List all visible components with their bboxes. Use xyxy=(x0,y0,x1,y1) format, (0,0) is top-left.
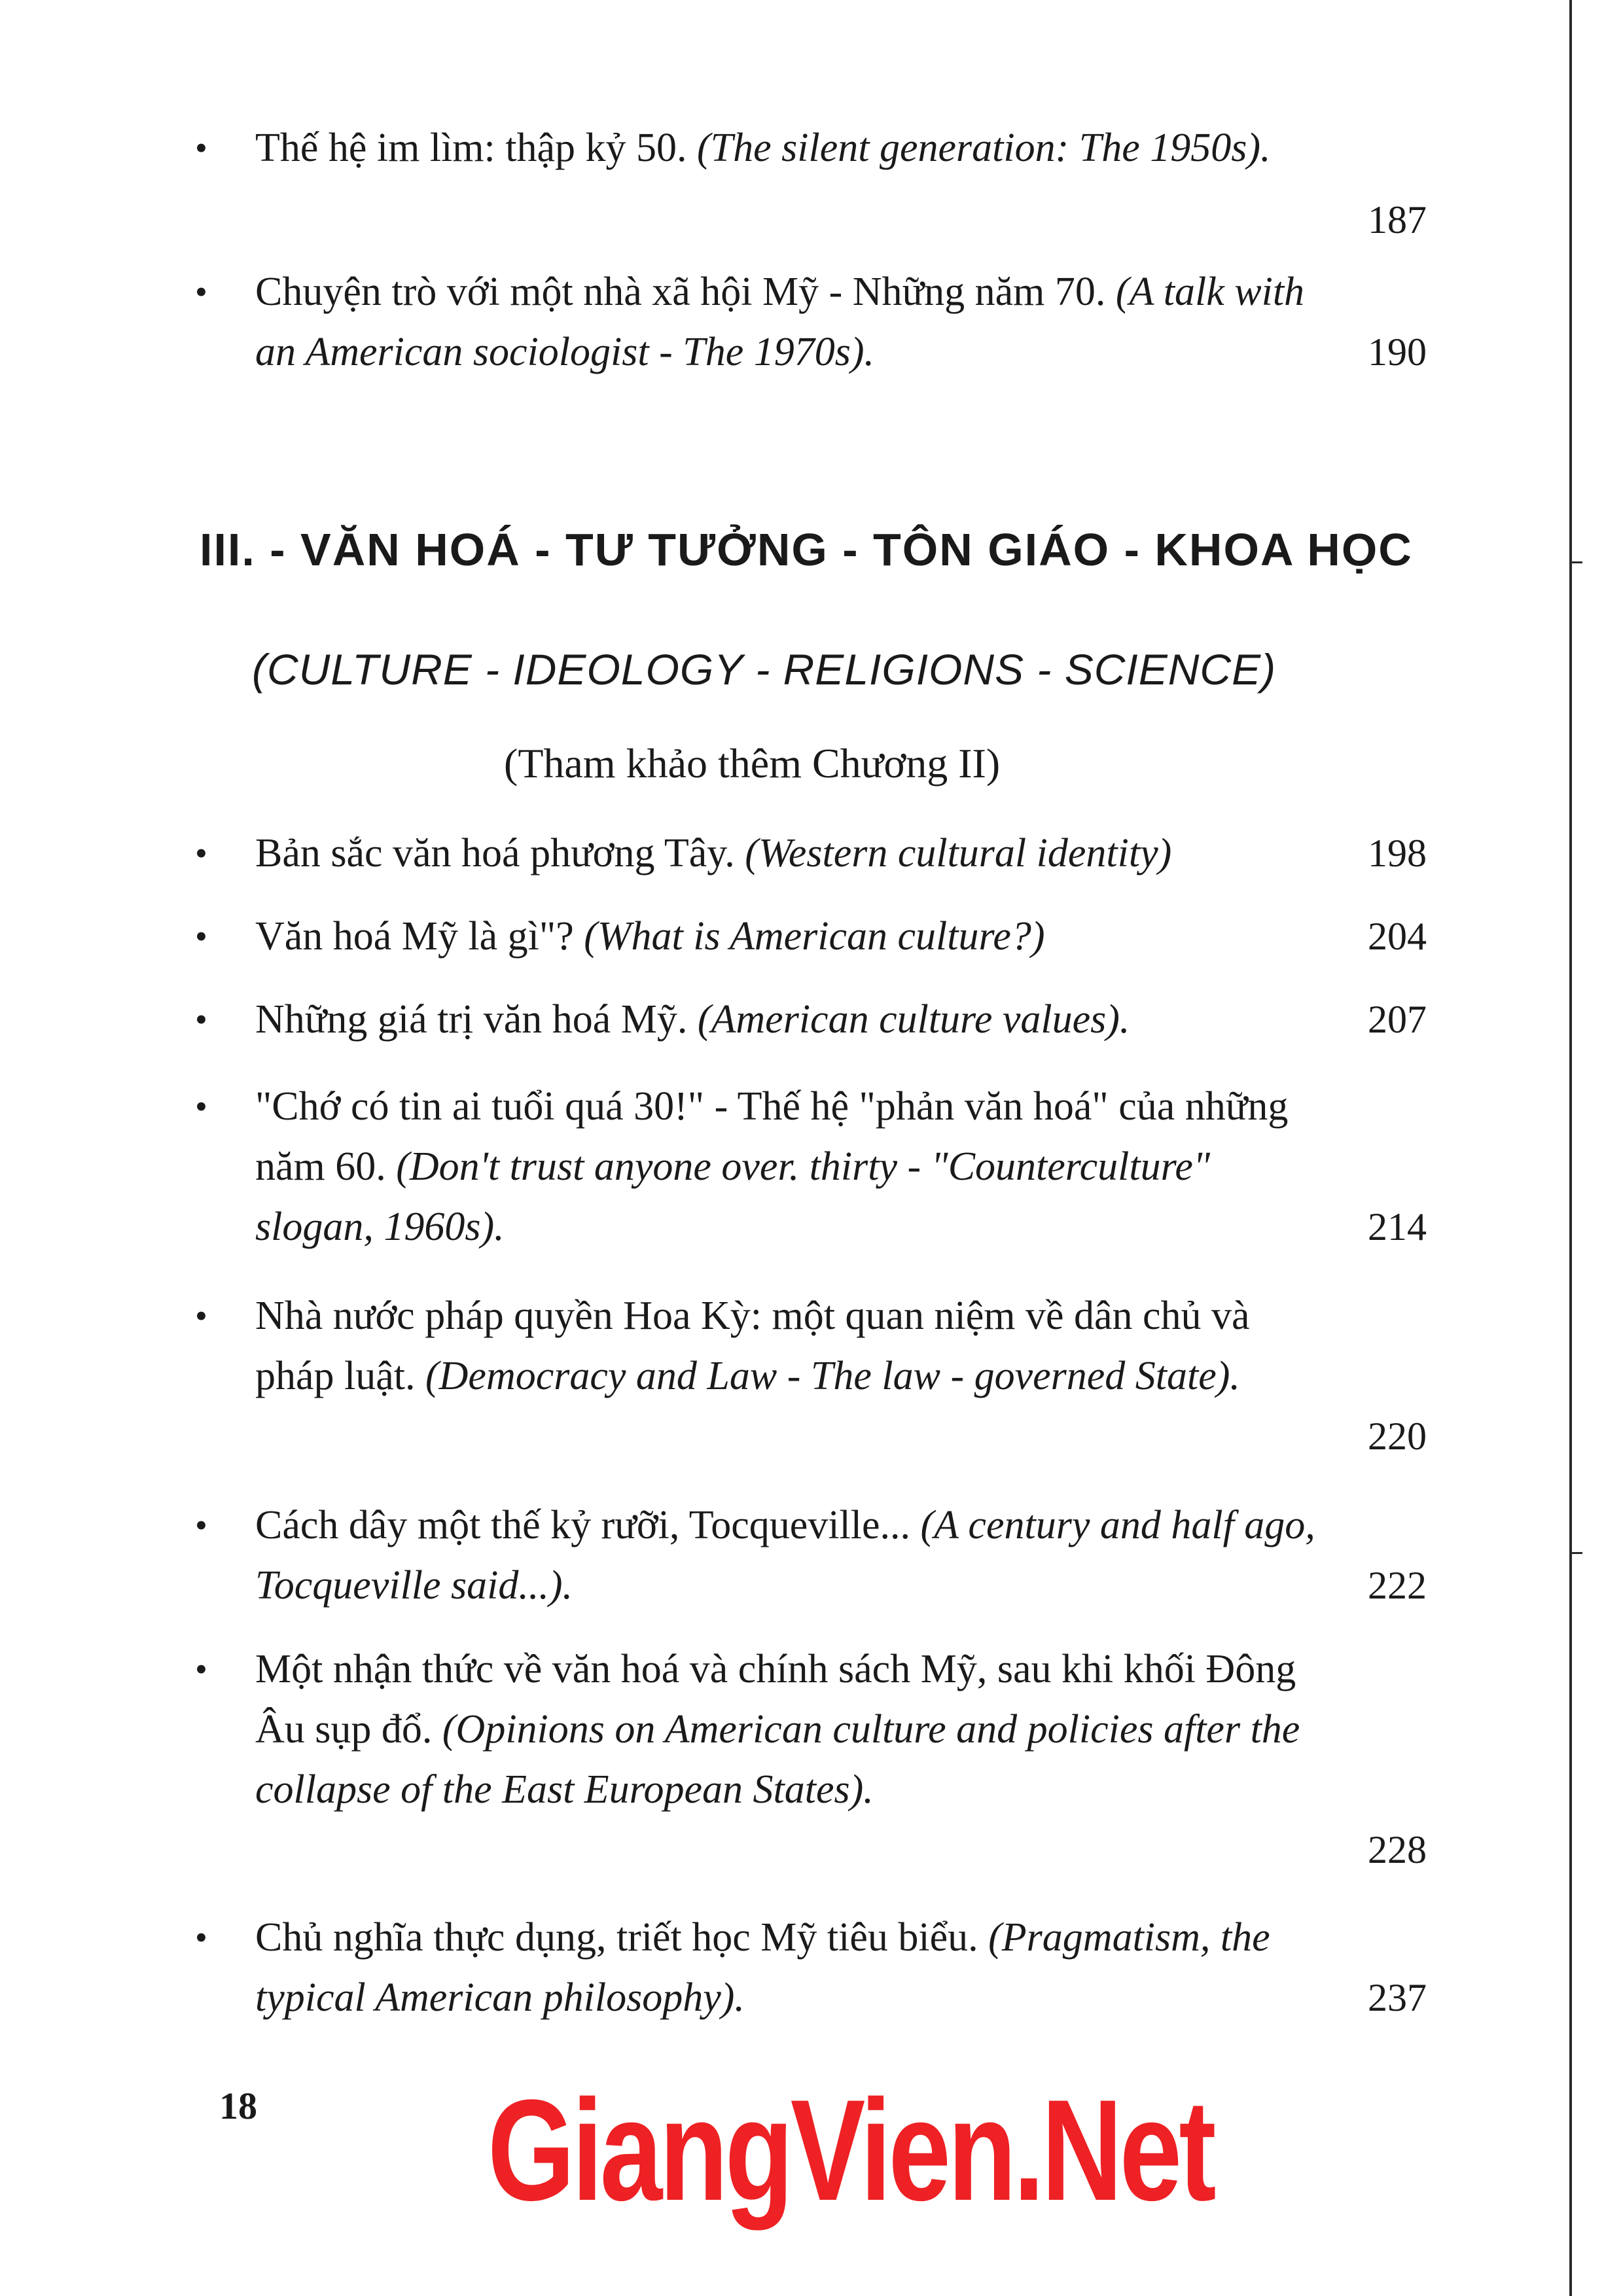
entry-title-en: (The silent generation: The 1950s). xyxy=(697,126,1271,170)
bullet-icon: • xyxy=(195,1000,207,1039)
edge-mark xyxy=(1569,561,1582,563)
entry-title-en: (Opinions on American culture and policies after the collapse of the East European States). xyxy=(255,1707,1300,1812)
entry-page-number: 228 xyxy=(1368,1828,1427,1871)
toc-entry xyxy=(195,1639,1427,1871)
bullet-icon: • xyxy=(195,834,207,873)
entry-title-vi: Chuyện trò với một nhà xã hội Mỹ - Những năm 70. xyxy=(255,270,1106,314)
toc-entry xyxy=(196,823,1427,883)
bullet-icon: • xyxy=(195,917,207,956)
section-heading: III. - VĂN HOÁ - TƯ TƯỞNG - TÔN GIÁO - KHOA HỌC xyxy=(200,524,1413,575)
entry-title-vi: Những giá trị văn hoá Mỹ. xyxy=(255,997,688,1042)
entry-title-vi: Cách dây một thế kỷ rưỡi, Tocqueville... xyxy=(255,1503,911,1547)
bullet-icon: • xyxy=(195,1296,207,1335)
entry-text xyxy=(255,1495,1329,1616)
entry-page-number: 187 xyxy=(1368,198,1427,241)
entry-title-vi: "Chớ có tin ai tuổi quá 30!" - Thế hệ "phản văn hoá" của những năm 60. xyxy=(255,1084,1289,1189)
entry-page-number: 220 xyxy=(1368,1415,1427,1458)
toc-entry xyxy=(196,989,1427,1050)
entry-text xyxy=(255,1639,1329,1820)
bullet-icon: • xyxy=(195,128,207,168)
entry-page-number: 204 xyxy=(1368,915,1427,958)
page-edge xyxy=(1569,0,1572,2296)
toc-entry xyxy=(196,262,1427,382)
toc-entry xyxy=(195,1286,1427,1458)
entry-title-en: (Don't trust anyone over. thirty - "Counterculture" slogan, 1960s). xyxy=(255,1144,1210,1249)
entry-page-number: 207 xyxy=(1368,998,1427,1041)
entry-page-number: 214 xyxy=(1368,1205,1427,1248)
toc-entry xyxy=(195,118,1427,241)
entry-title-vi: Nhà nước pháp quyền Hoa Kỳ: một quan niệm về dân chủ và pháp luật. xyxy=(255,1294,1250,1398)
toc-entry xyxy=(196,1076,1427,1257)
entry-title-en: (Western cultural identity) xyxy=(745,831,1172,875)
entry-page-number: 222 xyxy=(1368,1564,1427,1607)
page-number: 18 xyxy=(219,2085,257,2127)
toc-entry xyxy=(196,1907,1427,2028)
entry-page-number: 190 xyxy=(1368,330,1427,374)
entry-title-vi: Bản sắc văn hoá phương Tây. xyxy=(255,831,735,875)
bullet-icon: • xyxy=(195,1918,207,1957)
entry-title-vi: Thế hệ im lìm: thập kỷ 50. xyxy=(255,126,687,170)
section-note: (Tham khảo thêm Chương II) xyxy=(504,740,1001,786)
entry-text xyxy=(255,1907,1329,2028)
bullet-icon: • xyxy=(195,1087,207,1126)
toc-entry xyxy=(196,1495,1427,1616)
bullet-icon: • xyxy=(195,1506,207,1545)
bullet-icon: • xyxy=(195,272,207,311)
entry-title-en: (Democracy and Law - The law - governed State). xyxy=(425,1354,1240,1398)
entry-text xyxy=(255,1076,1329,1257)
entry-title-vi: Một nhận thức về văn hoá và chính sách Mỹ, sau khi khối Đông Âu sụp đổ. xyxy=(255,1647,1296,1752)
entry-text xyxy=(255,262,1329,382)
entry-title-en: (What is American culture?) xyxy=(584,914,1045,959)
entry-title-en: (A talk with an American sociologist - The 1970s). xyxy=(255,270,1305,374)
entry-text xyxy=(255,989,1329,1050)
entry-text xyxy=(255,906,1329,966)
entry-title-en: (A century and half ago, Tocqueville said...). xyxy=(255,1503,1315,1608)
watermark-logo: GiangVien.Net xyxy=(488,2070,1213,2231)
edge-mark xyxy=(1569,1552,1582,1554)
entry-page-number: 237 xyxy=(1368,1976,1427,2019)
entry-title-en: (Pragmatism, the typical American philosophy). xyxy=(255,1915,1270,2020)
entry-text xyxy=(255,823,1329,883)
section-subheading: (CULTURE - IDEOLOGY - RELIGIONS - SCIENCE) xyxy=(252,645,1277,694)
entry-title-vi: Văn hoá Mỹ là gì"? xyxy=(255,914,574,959)
toc-entry xyxy=(196,906,1427,966)
entry-text xyxy=(255,118,1329,178)
entry-title-vi: Chủ nghĩa thực dụng, triết học Mỹ tiêu biểu. xyxy=(255,1915,978,1960)
entry-text xyxy=(255,1286,1329,1406)
entry-page-number: 198 xyxy=(1368,832,1427,875)
bullet-icon: • xyxy=(195,1650,207,1689)
entry-title-en: (American culture values). xyxy=(697,997,1130,1042)
